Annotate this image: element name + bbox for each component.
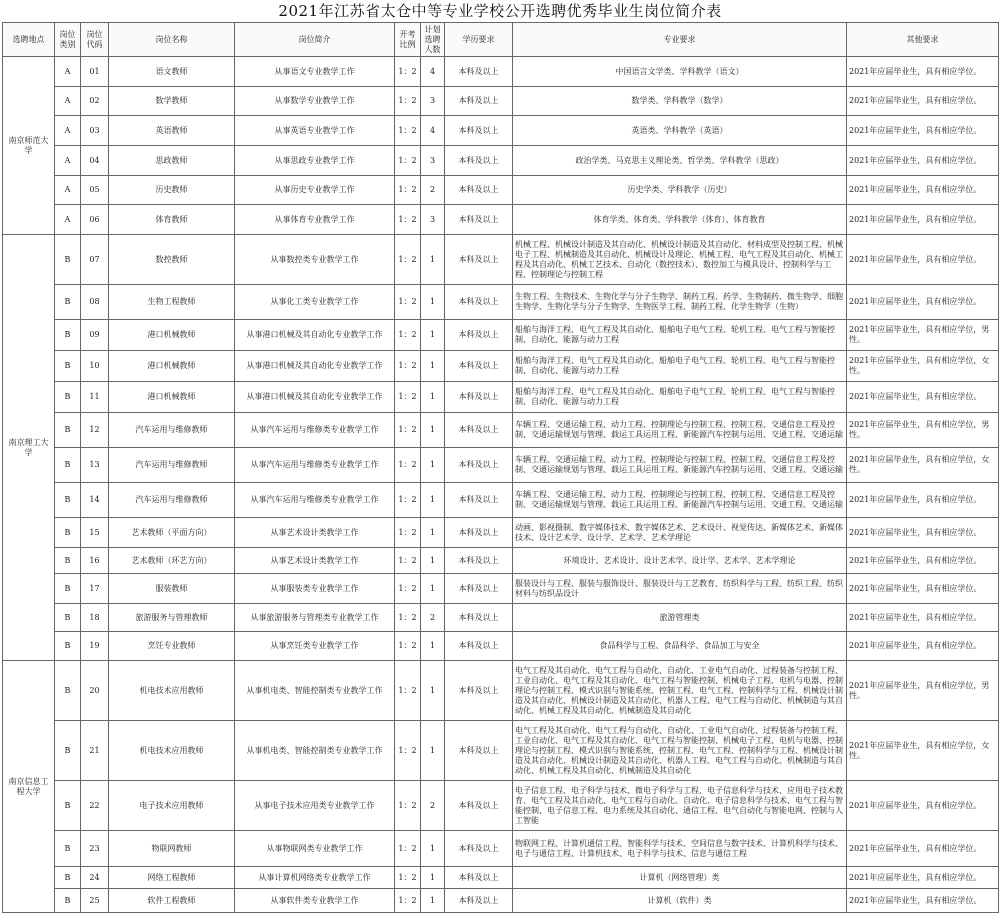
table-row xyxy=(3,574,999,604)
count-cell: 1 xyxy=(421,518,445,548)
type-cell: B xyxy=(55,382,81,413)
other-cell: 2021年应届毕业生，具有相应学位。 xyxy=(847,483,999,518)
type-cell: A xyxy=(55,57,81,87)
major-cell: 车辆工程、交通运输工程、动力工程、控制理论与控制工程、控制工程、交通信息工程及控制、交通运输规划与管理、载运工具运用工程、新能源汽车控制与运用、交通工程、交通运输 xyxy=(513,448,847,483)
table-row xyxy=(3,548,999,574)
type-cell: B xyxy=(55,831,81,867)
major-cell: 政治学类、马克思主义理论类、哲学类、学科教学（思政） xyxy=(513,146,847,176)
other-cell: 2021年应届毕业生，具有相应学位。 xyxy=(847,831,999,867)
other-cell: 2021年应届毕业生，具有相应学位。 xyxy=(847,632,999,661)
count-cell: 1 xyxy=(421,483,445,518)
ratio-cell: 1：2 xyxy=(395,548,421,574)
position-name-cell: 英语教师 xyxy=(109,116,235,146)
major-cell: 机械工程、机械设计制造及其自动化、机械设计制造及其自动化、材料成型及控制工程、机械电子工程、机械制造及其自动化、机械设计及理论、机械工程、电气工程及其自动化、机械工程及其自动化、机械工艺技术、自动化（数控技术）、数控加工与模具设计、控制科学与工程、控制理论与控制工程 xyxy=(513,235,847,285)
ratio-cell: 1：2 xyxy=(395,867,421,889)
education-cell: 本科及以上 xyxy=(445,57,513,87)
table-row xyxy=(3,176,999,205)
education-cell: 本科及以上 xyxy=(445,413,513,448)
education-cell: 本科及以上 xyxy=(445,721,513,781)
location-cell: 南京师范大学 xyxy=(3,57,55,235)
count-cell: 2 xyxy=(421,781,445,831)
education-cell: 本科及以上 xyxy=(445,116,513,146)
code-cell: 07 xyxy=(81,235,109,285)
type-cell: B xyxy=(55,483,81,518)
count-cell: 1 xyxy=(421,351,445,382)
count-cell: 1 xyxy=(421,320,445,351)
education-cell: 本科及以上 xyxy=(445,235,513,285)
position-name-cell: 汽车运用与维修教师 xyxy=(109,483,235,518)
major-cell: 中国语言文学类、学科教学（语文） xyxy=(513,57,847,87)
intro-cell: 从事英语专业教学工作 xyxy=(235,116,395,146)
position-name-cell: 机电技术应用教师 xyxy=(109,661,235,721)
intro-cell: 从事汽车运用与维修类专业教学工作 xyxy=(235,483,395,518)
other-cell: 2021年应届毕业生，具有相应学位。 xyxy=(847,382,999,413)
major-cell: 动画、影视摄制、数字媒体技术、数字媒体艺术、艺术设计、视觉传达、新媒体艺术、新媒体技术、设计艺术学、设计学、艺术学、艺术学理论 xyxy=(513,518,847,548)
positions-table xyxy=(2,22,999,913)
type-cell: A xyxy=(55,176,81,205)
count-cell: 1 xyxy=(421,548,445,574)
major-cell: 环境设计、艺术设计、设计艺术学、设计学、艺术学、艺术学理论 xyxy=(513,548,847,574)
major-cell: 旅游管理类 xyxy=(513,604,847,632)
code-cell: 06 xyxy=(81,205,109,235)
intro-cell: 从事服装类专业教学工作 xyxy=(235,574,395,604)
header-code: 岗位代码 xyxy=(81,23,109,57)
type-cell: A xyxy=(55,205,81,235)
position-name-cell: 港口机械教师 xyxy=(109,382,235,413)
type-cell: B xyxy=(55,574,81,604)
code-cell: 11 xyxy=(81,382,109,413)
major-cell: 车辆工程、交通运输工程、动力工程、控制理论与控制工程、控制工程、交通信息工程及控制、交通运输规划与管理、载运工具运用工程、新能源汽车控制与运用、交通工程、交通运输 xyxy=(513,483,847,518)
intro-cell: 从事机电类、智能控制类专业教学工作 xyxy=(235,721,395,781)
ratio-cell: 1：2 xyxy=(395,448,421,483)
type-cell: B xyxy=(55,320,81,351)
type-cell: B xyxy=(55,781,81,831)
other-cell: 2021年应届毕业生，具有相应学位，男性。 xyxy=(847,320,999,351)
ratio-cell: 1：2 xyxy=(395,831,421,867)
ratio-cell: 1：2 xyxy=(395,351,421,382)
count-cell: 1 xyxy=(421,574,445,604)
ratio-cell: 1：2 xyxy=(395,116,421,146)
intro-cell: 从事电子技术应用类专业教学工作 xyxy=(235,781,395,831)
intro-cell: 从事烹饪类专业教学工作 xyxy=(235,632,395,661)
major-cell: 食品科学与工程、食品科学、食品加工与安全 xyxy=(513,632,847,661)
count-cell: 4 xyxy=(421,57,445,87)
major-cell: 船舶与海洋工程、电气工程及其自动化、船舶电子电气工程、轮机工程、电气工程与智能控制、自动化、能源与动力工程 xyxy=(513,382,847,413)
other-cell: 2021年应届毕业生，具有相应学位。 xyxy=(847,87,999,116)
code-cell: 20 xyxy=(81,661,109,721)
code-cell: 18 xyxy=(81,604,109,632)
position-name-cell: 物联网教师 xyxy=(109,831,235,867)
header-location: 选聘地点 xyxy=(3,23,55,57)
code-cell: 09 xyxy=(81,320,109,351)
header-intro: 岗位简介 xyxy=(235,23,395,57)
education-cell: 本科及以上 xyxy=(445,483,513,518)
type-cell: B xyxy=(55,235,81,285)
position-name-cell: 机电技术应用教师 xyxy=(109,721,235,781)
type-cell: B xyxy=(55,413,81,448)
type-cell: B xyxy=(55,604,81,632)
intro-cell: 从事艺术设计类教学工作 xyxy=(235,518,395,548)
education-cell: 本科及以上 xyxy=(445,320,513,351)
other-cell: 2021年应届毕业生，具有相应学位。 xyxy=(847,146,999,176)
intro-cell: 从事软件类专业教学工作 xyxy=(235,889,395,913)
table-row xyxy=(3,483,999,518)
major-cell: 历史学类、学科教学（历史） xyxy=(513,176,847,205)
table-row xyxy=(3,351,999,382)
ratio-cell: 1：2 xyxy=(395,483,421,518)
intro-cell: 从事历史专业教学工作 xyxy=(235,176,395,205)
type-cell: A xyxy=(55,87,81,116)
ratio-cell: 1：2 xyxy=(395,382,421,413)
header-count: 计划选聘人数 xyxy=(421,23,445,57)
table-row xyxy=(3,320,999,351)
code-cell: 04 xyxy=(81,146,109,176)
intro-cell: 从事艺术设计类教学工作 xyxy=(235,548,395,574)
count-cell: 1 xyxy=(421,721,445,781)
count-cell: 4 xyxy=(421,116,445,146)
count-cell: 1 xyxy=(421,235,445,285)
location-cell: 南京理工大学 xyxy=(3,235,55,661)
ratio-cell: 1：2 xyxy=(395,146,421,176)
header-ratio: 开考比例 xyxy=(395,23,421,57)
major-cell: 船舶与海洋工程、电气工程及其自动化、船舶电子电气工程、轮机工程、电气工程与智能控制、自动化、能源与动力工程 xyxy=(513,351,847,382)
intro-cell: 从事港口机械及其自动化专业教学工作 xyxy=(235,320,395,351)
count-cell: 3 xyxy=(421,146,445,176)
type-cell: B xyxy=(55,867,81,889)
intro-cell: 从事港口机械及其自动化专业教学工作 xyxy=(235,382,395,413)
major-cell: 生物工程、生物技术、生物化学与分子生物学、制药工程、药学、生物制药、微生物学、细胞生物学、生物化学与分子生物学、生物医学工程、制药工程、化学生物学（生物） xyxy=(513,285,847,320)
count-cell: 1 xyxy=(421,382,445,413)
count-cell: 1 xyxy=(421,632,445,661)
intro-cell: 从事计算机网络类专业教学工作 xyxy=(235,867,395,889)
table-row xyxy=(3,448,999,483)
code-cell: 03 xyxy=(81,116,109,146)
table-row xyxy=(3,661,999,721)
intro-cell: 从事汽车运用与维修类专业教学工作 xyxy=(235,448,395,483)
education-cell: 本科及以上 xyxy=(445,604,513,632)
code-cell: 17 xyxy=(81,574,109,604)
table-row xyxy=(3,518,999,548)
education-cell: 本科及以上 xyxy=(445,632,513,661)
type-cell: B xyxy=(55,285,81,320)
other-cell: 2021年应届毕业生，具有相应学位。 xyxy=(847,781,999,831)
ratio-cell: 1：2 xyxy=(395,413,421,448)
ratio-cell: 1：2 xyxy=(395,87,421,116)
other-cell: 2021年应届毕业生，具有相应学位，男性。 xyxy=(847,413,999,448)
intro-cell: 从事化工类专业教学工作 xyxy=(235,285,395,320)
major-cell: 计算机（网络管理）类 xyxy=(513,867,847,889)
code-cell: 22 xyxy=(81,781,109,831)
page-title: 2021年江苏省太仓中等专业学校公开选聘优秀毕业生岗位简介表 xyxy=(278,2,722,20)
other-cell: 2021年应届毕业生，具有相应学位。 xyxy=(847,548,999,574)
education-cell: 本科及以上 xyxy=(445,176,513,205)
ratio-cell: 1：2 xyxy=(395,57,421,87)
position-name-cell: 服装教师 xyxy=(109,574,235,604)
major-cell: 电子信息工程、电子科学与技术、微电子科学与工程、电子信息科学与技术、应用电子技术教育、电气工程及其自动化、电气工程与自动化、自动化、电子信息科学与技术、电气工程与智能控制、电子信息工程、电力系统及其自动化、通信工程、电气自动化与智能电网、控制与人工智能 xyxy=(513,781,847,831)
education-cell: 本科及以上 xyxy=(445,382,513,413)
intro-cell: 从事汽车运用与维修类专业教学工作 xyxy=(235,413,395,448)
table-row xyxy=(3,413,999,448)
type-cell: B xyxy=(55,518,81,548)
table-row xyxy=(3,285,999,320)
position-name-cell: 汽车运用与维修教师 xyxy=(109,448,235,483)
education-cell: 本科及以上 xyxy=(445,889,513,913)
count-cell: 3 xyxy=(421,205,445,235)
count-cell: 2 xyxy=(421,176,445,205)
type-cell: B xyxy=(55,889,81,913)
code-cell: 05 xyxy=(81,176,109,205)
table-row xyxy=(3,781,999,831)
major-cell: 车辆工程、交通运输工程、动力工程、控制理论与控制工程、控制工程、交通信息工程及控制、交通运输规划与管理、载运工具运用工程、新能源汽车控制与运用、交通工程、交通运输 xyxy=(513,413,847,448)
code-cell: 08 xyxy=(81,285,109,320)
table-row xyxy=(3,889,999,913)
code-cell: 15 xyxy=(81,518,109,548)
intro-cell: 从事港口机械及其自动化专业教学工作 xyxy=(235,351,395,382)
header-row xyxy=(3,23,999,57)
major-cell: 数学类、学科教学（数学） xyxy=(513,87,847,116)
code-cell: 12 xyxy=(81,413,109,448)
code-cell: 13 xyxy=(81,448,109,483)
code-cell: 10 xyxy=(81,351,109,382)
code-cell: 16 xyxy=(81,548,109,574)
ratio-cell: 1：2 xyxy=(395,604,421,632)
location-cell: 南京信息工程大学 xyxy=(3,661,55,913)
code-cell: 23 xyxy=(81,831,109,867)
code-cell: 24 xyxy=(81,867,109,889)
education-cell: 本科及以上 xyxy=(445,351,513,382)
education-cell: 本科及以上 xyxy=(445,518,513,548)
other-cell: 2021年应届毕业生，具有相应学位。 xyxy=(847,116,999,146)
other-cell: 2021年应届毕业生，具有相应学位。 xyxy=(847,176,999,205)
table-row xyxy=(3,721,999,781)
intro-cell: 从事数控类专业教学工作 xyxy=(235,235,395,285)
count-cell: 1 xyxy=(421,661,445,721)
type-cell: B xyxy=(55,661,81,721)
header-education: 学历要求 xyxy=(445,23,513,57)
count-cell: 1 xyxy=(421,448,445,483)
major-cell: 电气工程及其自动化、电气工程与自动化、自动化、工业电气自动化、过程装备与控制工程、工业自动化、电气工程及其自动化、电气工程与智能控制、机械电子工程、电机与电器、控制理论与控制工程、模式识别与智能系统、控制工程、电气工程、控制科学与工程、机械设计制造及其自动化、机械设计制造及其自动化、机器人工程、电气工程与自动化、机械制造与其自动化、机械工程及其自动化、机械制造及其自动化 xyxy=(513,721,847,781)
ratio-cell: 1：2 xyxy=(395,661,421,721)
other-cell: 2021年应届毕业生，具有相应学位。 xyxy=(847,285,999,320)
ratio-cell: 1：2 xyxy=(395,205,421,235)
position-name-cell: 电子技术应用教师 xyxy=(109,781,235,831)
major-cell: 计算机（软件）类 xyxy=(513,889,847,913)
intro-cell: 从事物联网类专业教学工作 xyxy=(235,831,395,867)
type-cell: B xyxy=(55,548,81,574)
table-header xyxy=(3,23,999,57)
type-cell: A xyxy=(55,116,81,146)
other-cell: 2021年应届毕业生，具有相应学位，男性。 xyxy=(847,661,999,721)
education-cell: 本科及以上 xyxy=(445,285,513,320)
ratio-cell: 1：2 xyxy=(395,632,421,661)
code-cell: 14 xyxy=(81,483,109,518)
intro-cell: 从事思政专业教学工作 xyxy=(235,146,395,176)
intro-cell: 从事数学专业教学工作 xyxy=(235,87,395,116)
position-name-cell: 数学教师 xyxy=(109,87,235,116)
type-cell: B xyxy=(55,632,81,661)
other-cell: 2021年应届毕业生，具有相应学位。 xyxy=(847,235,999,285)
other-cell: 2021年应届毕业生，具有相应学位。 xyxy=(847,574,999,604)
position-name-cell: 汽车运用与维修教师 xyxy=(109,413,235,448)
major-cell: 英语类、学科教学（英语） xyxy=(513,116,847,146)
major-cell: 船舶与海洋工程、电气工程及其自动化、船舶电子电气工程、轮机工程、电气工程与智能控制、自动化、能源与动力工程 xyxy=(513,320,847,351)
other-cell: 2021年应届毕业生，具有相应学位。 xyxy=(847,867,999,889)
ratio-cell: 1：2 xyxy=(395,235,421,285)
other-cell: 2021年应届毕业生，具有相应学位，女性。 xyxy=(847,721,999,781)
education-cell: 本科及以上 xyxy=(445,661,513,721)
code-cell: 01 xyxy=(81,57,109,87)
count-cell: 3 xyxy=(421,87,445,116)
education-cell: 本科及以上 xyxy=(445,548,513,574)
type-cell: A xyxy=(55,146,81,176)
position-name-cell: 港口机械教师 xyxy=(109,320,235,351)
ratio-cell: 1：2 xyxy=(395,176,421,205)
table-row xyxy=(3,116,999,146)
major-cell: 物联网工程、计算机通信工程、智能科学与技术、空间信息与数字技术、计算机科学与技术、电子与通信工程、计算机技术、电子科学与技术、信息与通信工程 xyxy=(513,831,847,867)
count-cell: 1 xyxy=(421,867,445,889)
position-name-cell: 旅游服务与管理教师 xyxy=(109,604,235,632)
education-cell: 本科及以上 xyxy=(445,448,513,483)
position-name-cell: 港口机械教师 xyxy=(109,351,235,382)
table-row xyxy=(3,604,999,632)
count-cell: 1 xyxy=(421,413,445,448)
position-name-cell: 语文教师 xyxy=(109,57,235,87)
ratio-cell: 1：2 xyxy=(395,518,421,548)
position-name-cell: 艺术教师（平面方向） xyxy=(109,518,235,548)
position-name-cell: 生物工程教师 xyxy=(109,285,235,320)
major-cell: 体育学类、体育类、学科教学（体育）、体育教育 xyxy=(513,205,847,235)
position-name-cell: 体育教师 xyxy=(109,205,235,235)
ratio-cell: 1：2 xyxy=(395,320,421,351)
code-cell: 21 xyxy=(81,721,109,781)
ratio-cell: 1：2 xyxy=(395,781,421,831)
intro-cell: 从事体育专业教学工作 xyxy=(235,205,395,235)
header-name: 岗位名称 xyxy=(109,23,235,57)
education-cell: 本科及以上 xyxy=(445,831,513,867)
other-cell: 2021年应届毕业生，具有相应学位。 xyxy=(847,205,999,235)
education-cell: 本科及以上 xyxy=(445,867,513,889)
ratio-cell: 1：2 xyxy=(395,889,421,913)
table-row xyxy=(3,87,999,116)
major-cell: 电气工程及其自动化、电气工程与自动化、自动化、工业电气自动化、过程装备与控制工程、工业自动化、电气工程及其自动化、电气工程与智能控制、机械电子工程、电机与电器、控制理论与控制工程、模式识别与智能系统、控制工程、电气工程、控制科学与工程、机械设计制造及其自动化、机械设计制造及其自动化、机器人工程、电气工程与自动化、机械制造与其自动化、机械工程及其自动化、机械制造及其自动化 xyxy=(513,661,847,721)
table-row xyxy=(3,235,999,285)
position-name-cell: 历史教师 xyxy=(109,176,235,205)
position-name-cell: 网络工程教师 xyxy=(109,867,235,889)
position-name-cell: 软件工程教师 xyxy=(109,889,235,913)
ratio-cell: 1：2 xyxy=(395,721,421,781)
education-cell: 本科及以上 xyxy=(445,205,513,235)
count-cell: 1 xyxy=(421,889,445,913)
code-cell: 19 xyxy=(81,632,109,661)
major-cell: 服装设计与工程、服装与服饰设计、服装设计与工艺教育、纺织科学与工程、纺织工程、纺织材料与纺织品设计 xyxy=(513,574,847,604)
table-row xyxy=(3,831,999,867)
education-cell: 本科及以上 xyxy=(445,781,513,831)
education-cell: 本科及以上 xyxy=(445,574,513,604)
type-cell: B xyxy=(55,448,81,483)
table-body xyxy=(3,57,999,913)
other-cell: 2021年应届毕业生，具有相应学位。 xyxy=(847,57,999,87)
header-major: 专业要求 xyxy=(513,23,847,57)
education-cell: 本科及以上 xyxy=(445,87,513,116)
count-cell: 2 xyxy=(421,604,445,632)
table-row xyxy=(3,205,999,235)
intro-cell: 从事语文专业教学工作 xyxy=(235,57,395,87)
other-cell: 2021年应届毕业生，具有相应学位，女性。 xyxy=(847,351,999,382)
table-row xyxy=(3,632,999,661)
other-cell: 2021年应届毕业生，具有相应学位，女性。 xyxy=(847,448,999,483)
count-cell: 1 xyxy=(421,285,445,320)
table-row xyxy=(3,57,999,87)
other-cell: 2021年应届毕业生，具有相应学位。 xyxy=(847,518,999,548)
header-type: 岗位类别 xyxy=(55,23,81,57)
intro-cell: 从事机电类、智能控制类专业教学工作 xyxy=(235,661,395,721)
code-cell: 02 xyxy=(81,87,109,116)
intro-cell: 从事旅游服务与管理类专业教学工作 xyxy=(235,604,395,632)
position-name-cell: 数控教师 xyxy=(109,235,235,285)
position-name-cell: 思政教师 xyxy=(109,146,235,176)
other-cell: 2021年应届毕业生，具有相应学位。 xyxy=(847,604,999,632)
table-row xyxy=(3,382,999,413)
code-cell: 25 xyxy=(81,889,109,913)
header-other: 其他要求 xyxy=(847,23,999,57)
type-cell: B xyxy=(55,721,81,781)
position-name-cell: 艺术教师（环艺方向） xyxy=(109,548,235,574)
position-name-cell: 烹饪专业教师 xyxy=(109,632,235,661)
ratio-cell: 1：2 xyxy=(395,285,421,320)
table-row xyxy=(3,146,999,176)
type-cell: B xyxy=(55,351,81,382)
other-cell: 2021年应届毕业生，具有相应学位。 xyxy=(847,889,999,913)
table-row xyxy=(3,867,999,889)
education-cell: 本科及以上 xyxy=(445,146,513,176)
count-cell: 1 xyxy=(421,831,445,867)
ratio-cell: 1：2 xyxy=(395,574,421,604)
